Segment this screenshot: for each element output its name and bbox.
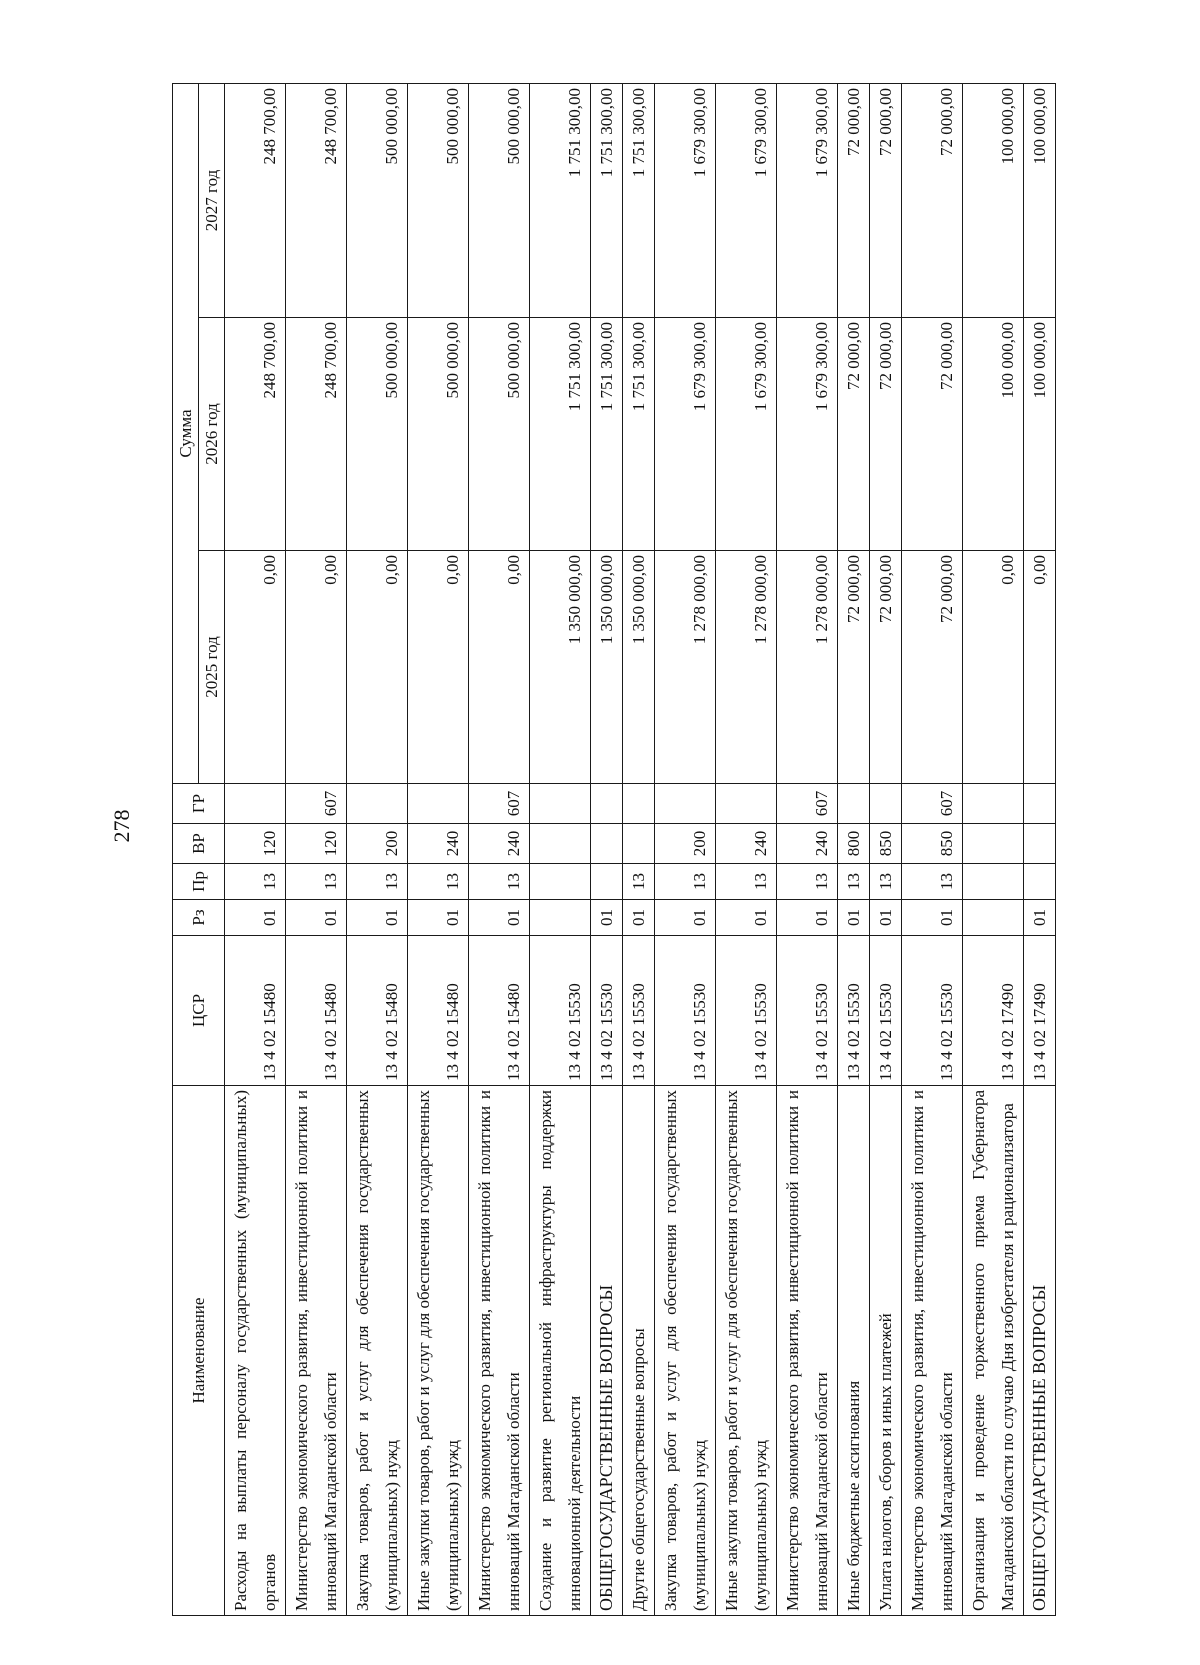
row-pr: 13	[655, 864, 716, 900]
row-vr	[1024, 824, 1056, 864]
row-sum-2025: 0,00	[1024, 551, 1056, 784]
table-row	[838, 84, 870, 1616]
header-csr: ЦСР	[173, 936, 225, 1086]
header-vr: ВР	[173, 824, 225, 864]
row-vr: 240	[469, 824, 530, 864]
row-sum-2027: 248 700,00	[225, 84, 286, 318]
row-name: Расходы на выплаты персоналу государственных (муниципальных) органов	[225, 1086, 286, 1616]
header-2027: 2027 год	[199, 84, 225, 318]
row-sum-2027: 500 000,00	[408, 84, 469, 318]
row-csr: 13 4 02 15480	[347, 936, 408, 1086]
row-name: Министерство экономического развития, инвестиционной политики и инноваций Магаданской области	[469, 1086, 530, 1616]
row-gr	[347, 784, 408, 824]
table-header	[173, 84, 225, 1616]
row-name: Министерство экономического развития, инвестиционной политики и инноваций Магаданской области	[286, 1086, 347, 1616]
row-sum-2026: 248 700,00	[225, 318, 286, 551]
row-gr	[963, 784, 1024, 824]
header-2026: 2026 год	[199, 318, 225, 551]
row-sum-2026: 1 679 300,00	[777, 318, 838, 551]
row-vr: 120	[225, 824, 286, 864]
row-sum-2027: 72 000,00	[838, 84, 870, 318]
row-rz: 01	[225, 900, 286, 936]
row-csr: 13 4 02 17490	[963, 936, 1024, 1086]
row-pr	[1024, 864, 1056, 900]
row-gr: 607	[469, 784, 530, 824]
row-gr: 607	[286, 784, 347, 824]
header-gr: ГР	[173, 784, 225, 824]
table-row	[469, 84, 530, 1616]
row-sum-2025: 72 000,00	[902, 551, 963, 784]
row-pr: 13	[777, 864, 838, 900]
row-rz: 01	[623, 900, 655, 936]
budget-table	[172, 83, 1056, 1616]
row-rz: 01	[838, 900, 870, 936]
row-vr	[530, 824, 591, 864]
row-sum-2025: 0,00	[469, 551, 530, 784]
row-csr: 13 4 02 15480	[286, 936, 347, 1086]
table-body	[225, 84, 1056, 1616]
row-sum-2027: 1 679 300,00	[777, 84, 838, 318]
row-sum-2027: 72 000,00	[870, 84, 902, 318]
row-csr: 13 4 02 15480	[225, 936, 286, 1086]
row-gr	[716, 784, 777, 824]
row-sum-2026: 1 751 300,00	[591, 318, 623, 551]
row-vr: 240	[777, 824, 838, 864]
row-gr	[838, 784, 870, 824]
row-csr: 13 4 02 15480	[469, 936, 530, 1086]
table-row	[408, 84, 469, 1616]
row-rz: 01	[902, 900, 963, 936]
page-number: 278	[109, 809, 134, 843]
row-pr: 13	[623, 864, 655, 900]
table-row	[655, 84, 716, 1616]
row-vr: 200	[655, 824, 716, 864]
row-vr	[963, 824, 1024, 864]
row-name: Организация и проведение торжественного приема Губернатора Магаданской области по случаю Дня изобретателя и рационализатора	[963, 1086, 1024, 1616]
row-vr	[623, 824, 655, 864]
row-sum-2026: 72 000,00	[902, 318, 963, 551]
row-gr	[530, 784, 591, 824]
row-sum-2025: 1 350 000,00	[623, 551, 655, 784]
row-gr	[870, 784, 902, 824]
row-sum-2025: 1 350 000,00	[530, 551, 591, 784]
row-rz: 01	[286, 900, 347, 936]
row-gr	[655, 784, 716, 824]
row-name: Министерство экономического развития, инвестиционной политики и инноваций Магаданской области	[902, 1086, 963, 1616]
table-row	[1024, 84, 1056, 1616]
row-name: Закупка товаров, работ и услуг для обеспечения государственных (муниципальных) нужд	[655, 1086, 716, 1616]
row-sum-2025: 1 278 000,00	[716, 551, 777, 784]
row-sum-2027: 248 700,00	[286, 84, 347, 318]
row-vr: 240	[408, 824, 469, 864]
row-sum-2027: 1 751 300,00	[530, 84, 591, 318]
row-vr: 800	[838, 824, 870, 864]
row-sum-2026: 100 000,00	[1024, 318, 1056, 551]
row-sum-2025: 0,00	[347, 551, 408, 784]
row-rz: 01	[870, 900, 902, 936]
row-sum-2026: 500 000,00	[469, 318, 530, 551]
row-sum-2026: 100 000,00	[963, 318, 1024, 551]
row-csr: 13 4 02 15530	[870, 936, 902, 1086]
row-sum-2026: 1 751 300,00	[623, 318, 655, 551]
row-csr: 13 4 02 15530	[655, 936, 716, 1086]
row-pr: 13	[469, 864, 530, 900]
row-rz: 01	[655, 900, 716, 936]
row-csr: 13 4 02 15530	[530, 936, 591, 1086]
row-rz: 01	[408, 900, 469, 936]
row-pr	[963, 864, 1024, 900]
row-csr: 13 4 02 15530	[902, 936, 963, 1086]
row-sum-2027: 100 000,00	[1024, 84, 1056, 318]
table-row	[286, 84, 347, 1616]
row-rz	[963, 900, 1024, 936]
row-vr: 120	[286, 824, 347, 864]
row-sum-2025: 0,00	[963, 551, 1024, 784]
row-name: Иные закупки товаров, работ и услуг для обеспечения государственных (муниципальных) нужд	[408, 1086, 469, 1616]
table-row	[623, 84, 655, 1616]
row-sum-2027: 100 000,00	[963, 84, 1024, 318]
row-pr: 13	[870, 864, 902, 900]
row-pr: 13	[902, 864, 963, 900]
rotated-table-container	[172, 84, 1132, 1616]
row-sum-2025: 72 000,00	[838, 551, 870, 784]
header-name: Наименование	[173, 1086, 225, 1616]
row-rz: 01	[1024, 900, 1056, 936]
row-sum-2027: 500 000,00	[347, 84, 408, 318]
row-sum-2026: 1 679 300,00	[716, 318, 777, 551]
row-csr: 13 4 02 15530	[716, 936, 777, 1086]
row-gr	[1024, 784, 1056, 824]
table-row	[963, 84, 1024, 1616]
row-sum-2027: 72 000,00	[902, 84, 963, 318]
row-pr: 13	[286, 864, 347, 900]
row-vr: 240	[716, 824, 777, 864]
row-pr: 13	[408, 864, 469, 900]
row-rz: 01	[716, 900, 777, 936]
row-sum-2026: 500 000,00	[408, 318, 469, 551]
row-sum-2025: 1 278 000,00	[777, 551, 838, 784]
row-sum-2025: 72 000,00	[870, 551, 902, 784]
table-row	[591, 84, 623, 1616]
row-sum-2026: 500 000,00	[347, 318, 408, 551]
row-rz: 01	[347, 900, 408, 936]
table-row	[225, 84, 286, 1616]
row-rz: 01	[591, 900, 623, 936]
row-name: Министерство экономического развития, инвестиционной политики и инноваций Магаданской области	[777, 1086, 838, 1616]
row-sum-2027: 1 751 300,00	[623, 84, 655, 318]
row-name: Закупка товаров, работ и услуг для обеспечения государственных (муниципальных) нужд	[347, 1086, 408, 1616]
row-csr: 13 4 02 15530	[777, 936, 838, 1086]
row-name: Уплата налогов, сборов и иных платежей	[870, 1086, 902, 1616]
header-pr: Пр	[173, 864, 225, 900]
row-sum-2027: 1 679 300,00	[655, 84, 716, 318]
row-name: ОБЩЕГОСУДАРСТВЕННЫЕ ВОПРОСЫ	[1024, 1086, 1056, 1616]
row-rz: 01	[469, 900, 530, 936]
row-gr	[225, 784, 286, 824]
row-sum-2026: 248 700,00	[286, 318, 347, 551]
row-sum-2025: 0,00	[408, 551, 469, 784]
row-csr: 13 4 02 15530	[623, 936, 655, 1086]
table-row	[716, 84, 777, 1616]
row-sum-2026: 1 679 300,00	[655, 318, 716, 551]
row-sum-2027: 1 679 300,00	[716, 84, 777, 318]
row-vr	[591, 824, 623, 864]
header-rz: Рз	[173, 900, 225, 936]
row-name: Создание и развитие региональной инфраструктуры поддержки инновационной деятельности	[530, 1086, 591, 1616]
row-sum-2027: 1 751 300,00	[591, 84, 623, 318]
row-sum-2026: 1 751 300,00	[530, 318, 591, 551]
table-row	[870, 84, 902, 1616]
row-rz: 01	[777, 900, 838, 936]
row-sum-2027: 500 000,00	[469, 84, 530, 318]
table-row	[902, 84, 963, 1616]
row-pr: 13	[838, 864, 870, 900]
header-sum: Сумма	[173, 84, 199, 784]
row-vr: 200	[347, 824, 408, 864]
row-sum-2025: 1 350 000,00	[591, 551, 623, 784]
row-sum-2025: 0,00	[286, 551, 347, 784]
row-gr	[408, 784, 469, 824]
row-pr	[530, 864, 591, 900]
row-name: ОБЩЕГОСУДАРСТВЕННЫЕ ВОПРОСЫ	[591, 1086, 623, 1616]
row-gr	[591, 784, 623, 824]
row-gr: 607	[777, 784, 838, 824]
row-sum-2026: 72 000,00	[838, 318, 870, 551]
row-pr: 13	[347, 864, 408, 900]
table-row	[530, 84, 591, 1616]
row-name: Иные закупки товаров, работ и услуг для обеспечения государственных (муниципальных) нужд	[716, 1086, 777, 1616]
row-name: Другие общегосударственные вопросы	[623, 1086, 655, 1616]
header-2025: 2025 год	[199, 551, 225, 784]
row-vr: 850	[902, 824, 963, 864]
row-csr: 13 4 02 15530	[591, 936, 623, 1086]
row-sum-2026: 72 000,00	[870, 318, 902, 551]
row-gr	[623, 784, 655, 824]
row-csr: 13 4 02 17490	[1024, 936, 1056, 1086]
row-pr: 13	[716, 864, 777, 900]
row-rz	[530, 900, 591, 936]
row-vr: 850	[870, 824, 902, 864]
row-sum-2025: 1 278 000,00	[655, 551, 716, 784]
row-name: Иные бюджетные ассигнования	[838, 1086, 870, 1616]
table-row	[777, 84, 838, 1616]
row-pr: 13	[225, 864, 286, 900]
row-csr: 13 4 02 15530	[838, 936, 870, 1086]
row-gr: 607	[902, 784, 963, 824]
row-csr: 13 4 02 15480	[408, 936, 469, 1086]
row-sum-2025: 0,00	[225, 551, 286, 784]
table-row	[347, 84, 408, 1616]
row-pr	[591, 864, 623, 900]
